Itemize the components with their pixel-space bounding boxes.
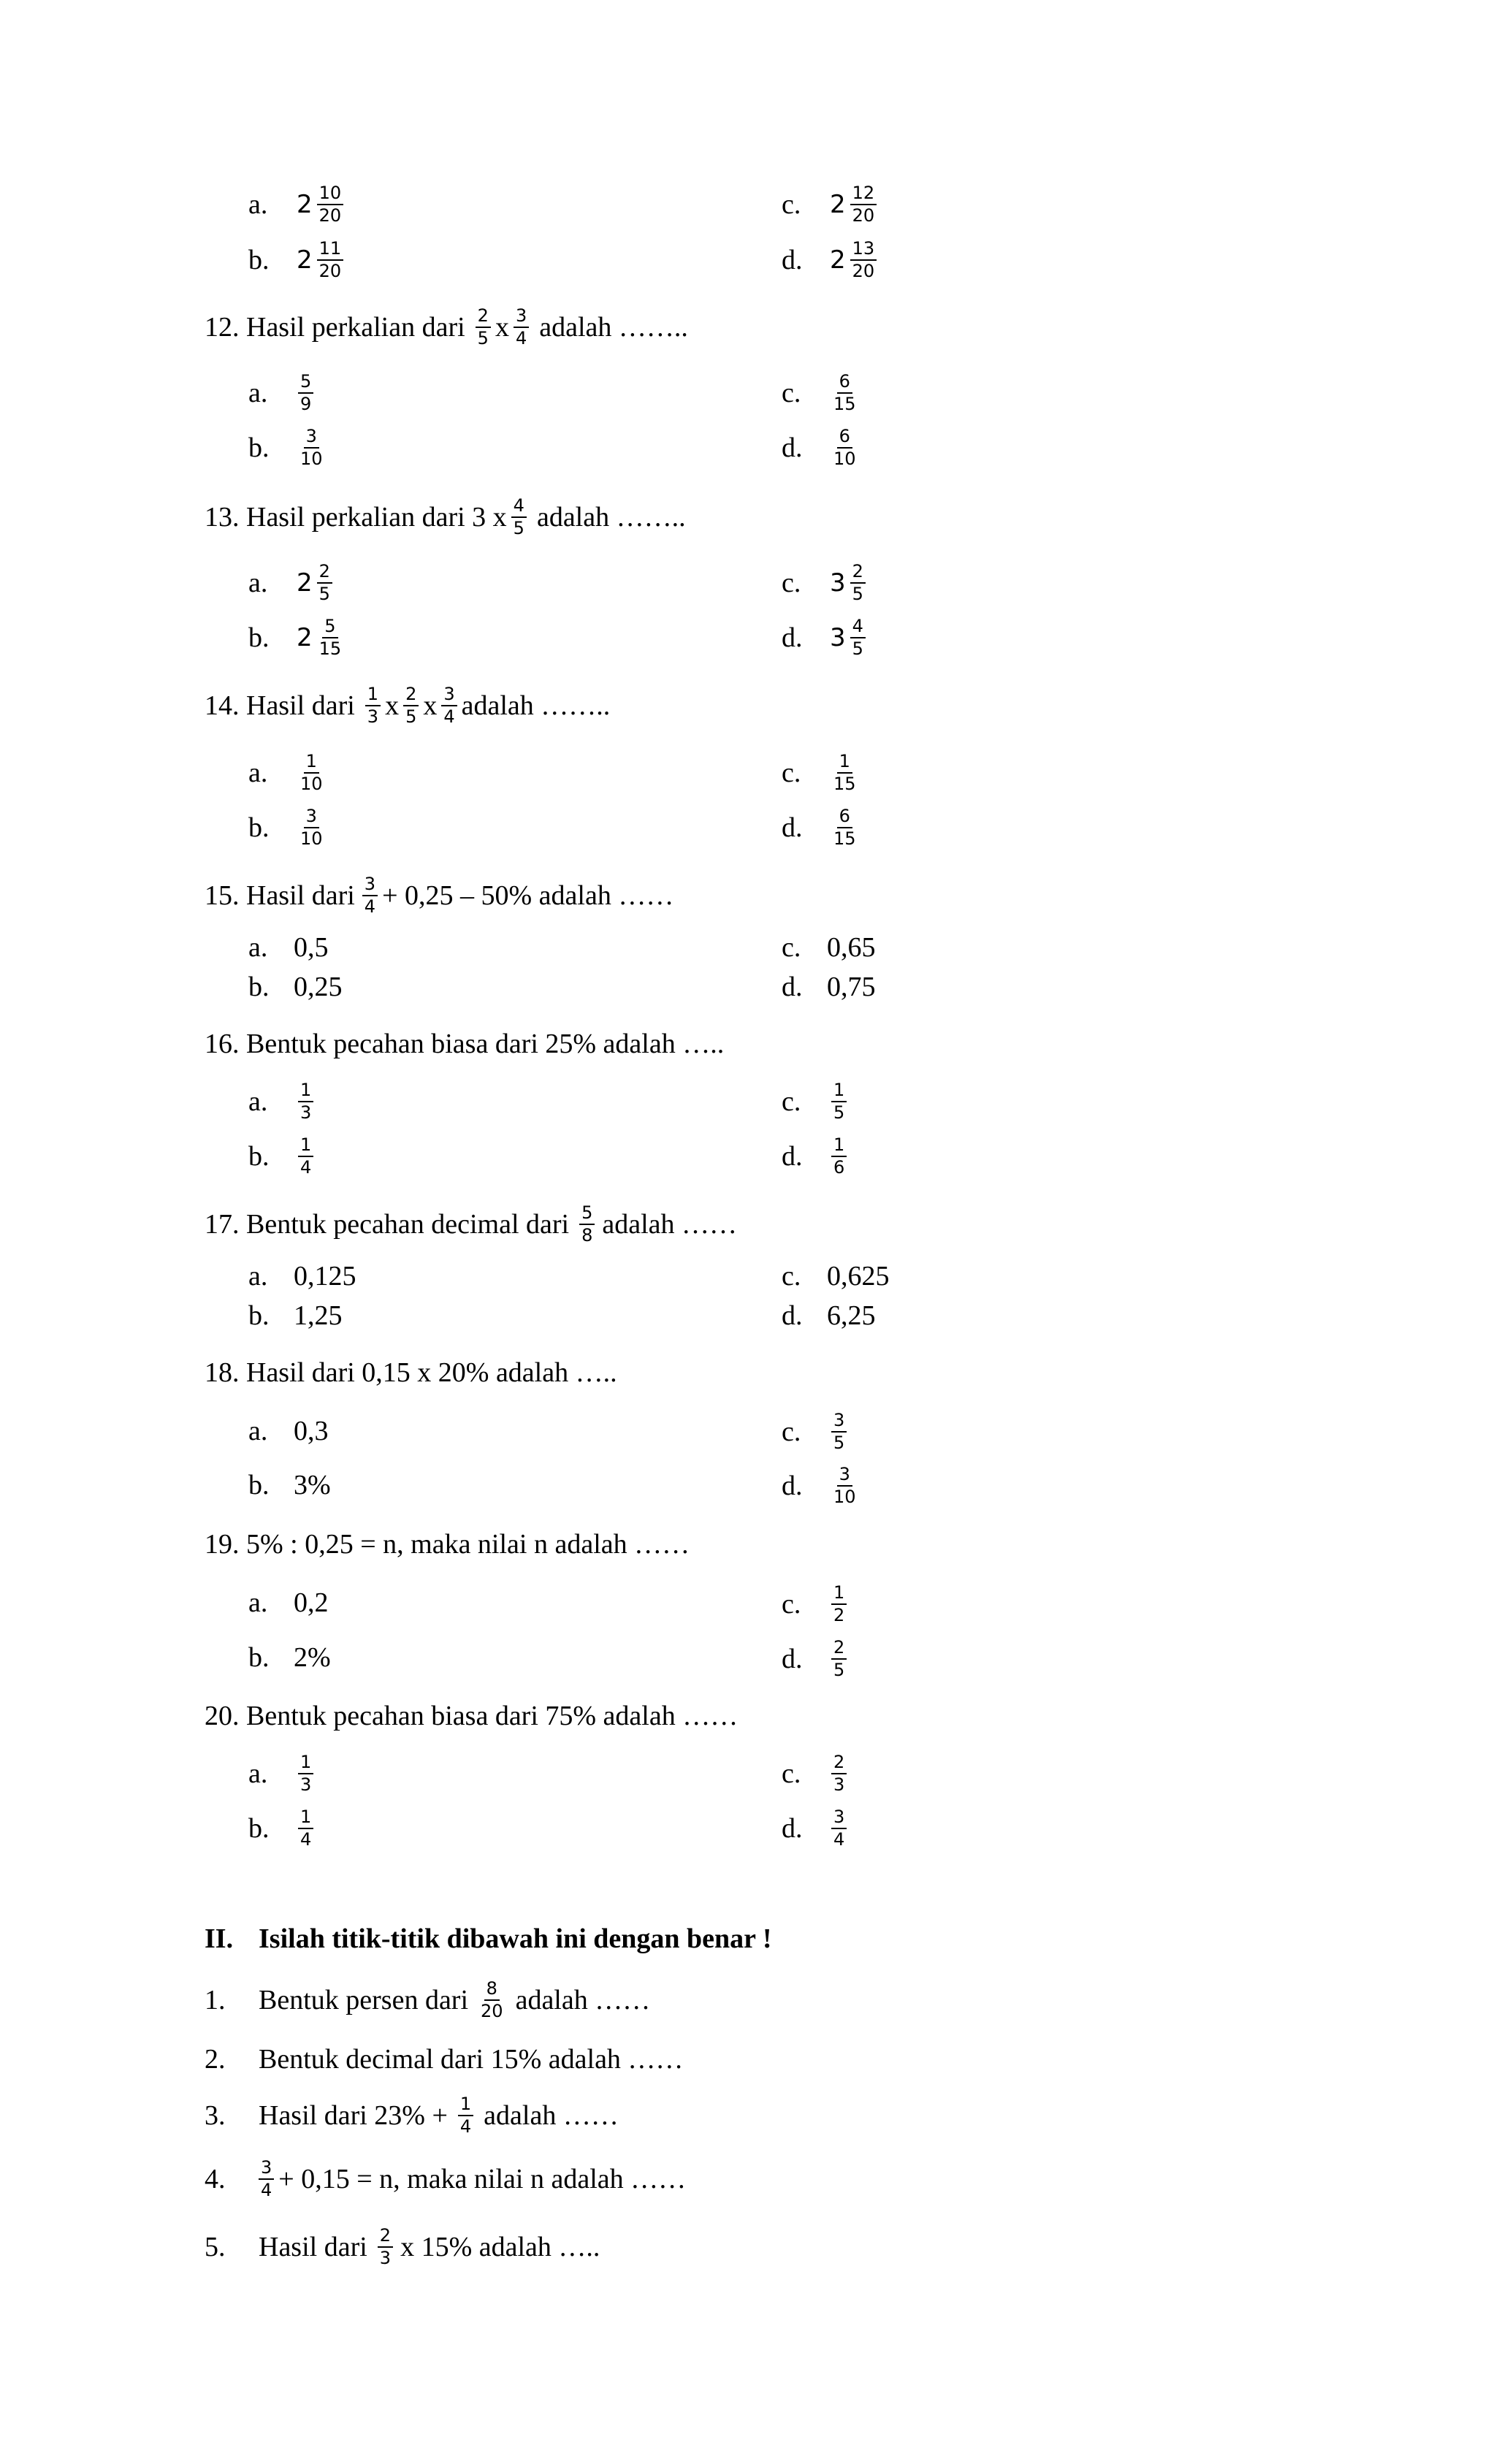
q12-option-a xyxy=(248,373,318,413)
question-text: 20. Bentuk pecahan biasa dari 75% adalah …… xyxy=(205,1701,739,1731)
q15-option-c xyxy=(782,934,876,961)
fraction: $\frac{1}{4}$ xyxy=(298,1808,313,1849)
fraction: $\frac{1}{10}$ xyxy=(300,751,323,795)
option-letter: a. xyxy=(248,568,268,599)
option-letter: b. xyxy=(248,972,270,1002)
option-letter: b. xyxy=(248,1470,270,1500)
q20-option-d xyxy=(782,1808,851,1849)
fraction: $\frac{2}{5}$ xyxy=(476,307,491,348)
q16-option-a xyxy=(248,1081,318,1122)
option-letter: c. xyxy=(782,378,801,409)
option-letter: d. xyxy=(782,1141,803,1172)
item-number: 2. xyxy=(205,2044,226,2075)
section-number: II. xyxy=(205,1923,234,1954)
fraction: $\frac{6}{10}$ xyxy=(833,426,856,470)
fill-item-1 xyxy=(205,1980,650,2021)
q13-option-d xyxy=(782,617,870,658)
fraction: $\frac{2}{3}$ xyxy=(831,1753,847,1794)
question-text: 15. Hasil dari xyxy=(205,880,355,912)
q15-option-b xyxy=(248,973,343,1001)
option-letter: c. xyxy=(782,1758,801,1790)
option-letter: c. xyxy=(782,568,801,599)
q14-option-a xyxy=(248,752,329,793)
q18-option-c xyxy=(782,1411,851,1452)
q20-option-a xyxy=(248,1753,318,1794)
option-letter: a. xyxy=(248,1261,268,1292)
fraction: $\frac{4}{5}$ xyxy=(850,617,866,658)
fill-item-3 xyxy=(205,2095,619,2136)
question-text: 12. Hasil perkalian dari xyxy=(205,312,465,343)
question-suffix: + 0,25 – 50% adalah …… xyxy=(382,880,674,912)
fraction: $\frac{3}{4}$ xyxy=(441,685,457,726)
mixed-whole: 2 xyxy=(830,190,846,220)
option-letter: a. xyxy=(248,1416,268,1446)
item-text: Bentuk persen dari xyxy=(259,1985,469,2016)
q11-option-d xyxy=(782,240,881,281)
q11-option-c xyxy=(782,184,881,225)
q16-option-b xyxy=(248,1136,318,1177)
item-number: 5. xyxy=(205,2232,226,2263)
q14-option-d xyxy=(782,807,863,848)
question-text: 18. Hasil dari 0,15 x 20% adalah ….. xyxy=(205,1357,617,1388)
option-letter: b. xyxy=(248,1813,270,1845)
item-suffix: adalah …… xyxy=(484,2100,619,2132)
question-18 xyxy=(205,1359,617,1387)
q12-option-c xyxy=(782,373,863,413)
question-text: 16. Bentuk pecahan biasa dari 25% adalah ….. xyxy=(205,1029,725,1059)
fraction: $\frac{1}{5}$ xyxy=(831,1081,847,1122)
question-text: 17. Bentuk pecahan decimal dari xyxy=(205,1209,570,1240)
option-letter: c. xyxy=(782,189,801,221)
section-2-heading xyxy=(205,1925,771,1953)
question-suffix: adalah …… xyxy=(602,1209,738,1240)
fraction: $\frac{5}{9}$ xyxy=(298,373,313,413)
fill-item-2 xyxy=(205,2045,683,2073)
option-letter: c. xyxy=(782,932,801,963)
question-12 xyxy=(205,307,688,348)
option-value: 6,25 xyxy=(827,1300,876,1331)
q14-option-b xyxy=(248,807,329,848)
question-20 xyxy=(205,1702,738,1730)
option-value: 0,25 xyxy=(294,972,343,1002)
option-letter: c. xyxy=(782,1416,801,1448)
option-letter: b. xyxy=(248,245,270,276)
fraction: $\frac{3}{10}$ xyxy=(300,806,323,850)
question-text: 13. Hasil perkalian dari 3 x xyxy=(205,502,507,533)
item-text: Hasil dari xyxy=(259,2232,367,2263)
option-letter: a. xyxy=(248,932,268,963)
fraction: $\frac{5}{15}$ xyxy=(318,616,342,660)
operator: x xyxy=(495,312,509,343)
option-value: 0,2 xyxy=(294,1587,329,1618)
option-letter: d. xyxy=(782,972,803,1002)
fraction: $\frac{2}{3}$ xyxy=(378,2227,393,2267)
fraction: $\frac{12}{20}$ xyxy=(850,184,877,225)
q11-option-b xyxy=(248,240,348,281)
option-letter: a. xyxy=(248,758,268,789)
q17-option-b xyxy=(248,1302,343,1330)
q11-option-a xyxy=(248,184,348,225)
fraction: $\frac{1}{3}$ xyxy=(298,1753,313,1794)
q13-option-b xyxy=(248,617,348,658)
fraction: $\frac{3}{5}$ xyxy=(831,1411,847,1452)
question-16 xyxy=(205,1030,724,1058)
fraction: $\frac{1}{2}$ xyxy=(831,1584,847,1625)
q18-option-d xyxy=(782,1465,863,1506)
option-letter: b. xyxy=(248,622,270,654)
fraction: $\frac{8}{20}$ xyxy=(481,1978,503,2022)
option-value: 0,5 xyxy=(294,932,329,963)
q19-option-b xyxy=(248,1644,331,1671)
option-value: 0,625 xyxy=(827,1261,890,1292)
fill-item-4 xyxy=(205,2159,686,2200)
item-number: 4. xyxy=(205,2164,226,2195)
option-letter: d. xyxy=(782,1471,803,1502)
mixed-whole: 2 xyxy=(297,190,313,220)
question-17 xyxy=(205,1204,737,1245)
option-letter: a. xyxy=(248,378,268,409)
option-letter: c. xyxy=(782,758,801,789)
option-letter: a. xyxy=(248,1758,268,1790)
question-15 xyxy=(205,875,673,916)
fraction: $\frac{3}{4}$ xyxy=(259,2159,274,2200)
q19-option-a xyxy=(248,1589,329,1617)
operator: x xyxy=(385,690,400,722)
fraction: $\frac{4}{5}$ xyxy=(511,497,527,538)
q19-option-c xyxy=(782,1584,851,1625)
item-text: Bentuk decimal dari 15% adalah …… xyxy=(259,2044,684,2075)
question-14 xyxy=(205,685,610,726)
option-letter: d. xyxy=(782,622,803,654)
item-suffix: x 15% adalah ….. xyxy=(400,2232,600,2263)
option-value: 2% xyxy=(294,1642,331,1673)
fraction: $\frac{3}{4}$ xyxy=(362,875,378,916)
question-13 xyxy=(205,497,686,538)
item-suffix: adalah …… xyxy=(515,1985,651,2016)
fraction: $\frac{5}{8}$ xyxy=(579,1204,595,1245)
q15-option-d xyxy=(782,973,876,1001)
item-number: 3. xyxy=(205,2100,226,2132)
question-19 xyxy=(205,1530,690,1558)
option-letter: b. xyxy=(248,432,270,464)
option-letter: d. xyxy=(782,1813,803,1845)
fraction: $\frac{13}{20}$ xyxy=(850,240,877,281)
option-letter: c. xyxy=(782,1261,801,1292)
option-letter: d. xyxy=(782,1644,803,1675)
option-letter: b. xyxy=(248,1642,270,1673)
option-letter: b. xyxy=(248,1141,270,1172)
option-value: 3% xyxy=(294,1470,331,1500)
option-letter: d. xyxy=(782,245,803,276)
fraction: $\frac{3}{10}$ xyxy=(300,426,323,470)
q19-option-d xyxy=(782,1639,851,1679)
option-value: 0,65 xyxy=(827,932,876,963)
item-number: 1. xyxy=(205,1985,226,2016)
q17-option-a xyxy=(248,1262,356,1290)
fraction: $\frac{2}{5}$ xyxy=(317,562,332,603)
q20-option-b xyxy=(248,1808,318,1849)
option-value: 0,3 xyxy=(294,1416,329,1446)
fraction: $\frac{11}{20}$ xyxy=(317,240,344,281)
operator: x xyxy=(423,690,438,722)
option-value: 0,75 xyxy=(827,972,876,1002)
fraction: $\frac{3}{10}$ xyxy=(833,1464,856,1508)
question-suffix: adalah …….. xyxy=(539,312,688,343)
option-letter: d. xyxy=(782,1300,803,1331)
fraction: $\frac{1}{15}$ xyxy=(833,751,856,795)
q16-option-d xyxy=(782,1136,851,1177)
fraction: $\frac{2}{5}$ xyxy=(403,685,419,726)
option-letter: d. xyxy=(782,432,803,464)
fraction: $\frac{3}{4}$ xyxy=(831,1808,847,1849)
q20-option-c xyxy=(782,1753,851,1794)
q17-option-d xyxy=(782,1302,876,1330)
q13-option-a xyxy=(248,562,337,603)
mixed-whole: 3 xyxy=(830,568,846,598)
option-letter: d. xyxy=(782,812,803,844)
fraction: $\frac{1}{4}$ xyxy=(298,1136,313,1177)
option-letter: a. xyxy=(248,189,268,221)
fill-item-5 xyxy=(205,2227,600,2267)
fraction: $\frac{1}{6}$ xyxy=(831,1136,847,1177)
q12-option-d xyxy=(782,427,863,468)
fraction: $\frac{6}{15}$ xyxy=(833,371,856,415)
section-title: Isilah titik-titik dibawah ini dengan benar ! xyxy=(259,1923,772,1954)
q17-option-c xyxy=(782,1262,890,1290)
fraction: $\frac{2}{5}$ xyxy=(831,1639,847,1679)
option-letter: b. xyxy=(248,812,270,844)
fraction: $\frac{6}{15}$ xyxy=(833,806,856,850)
fraction: $\frac{2}{5}$ xyxy=(850,562,866,603)
mixed-whole: 3 xyxy=(830,623,846,653)
mixed-whole: 2 xyxy=(830,245,846,275)
option-letter: c. xyxy=(782,1086,801,1118)
question-text: 19. 5% : 0,25 = n, maka nilai n adalah …… xyxy=(205,1529,690,1560)
fraction: $\frac{10}{20}$ xyxy=(317,184,344,225)
mixed-whole: 2 xyxy=(297,623,313,653)
mixed-whole: 2 xyxy=(297,568,313,598)
q13-option-c xyxy=(782,562,870,603)
q15-option-a xyxy=(248,934,329,961)
item-text: Hasil dari 23% + xyxy=(259,2100,448,2132)
option-letter: b. xyxy=(248,1300,270,1331)
q16-option-c xyxy=(782,1081,851,1122)
question-text: 14. Hasil dari xyxy=(205,690,355,722)
option-letter: c. xyxy=(782,1589,801,1620)
option-value: 1,25 xyxy=(294,1300,343,1331)
fraction: $\frac{1}{4}$ xyxy=(458,2095,473,2136)
fraction: $\frac{3}{4}$ xyxy=(514,307,529,348)
mixed-whole: 2 xyxy=(297,245,313,275)
q12-option-b xyxy=(248,427,329,468)
option-letter: a. xyxy=(248,1587,268,1618)
q18-option-a xyxy=(248,1417,329,1445)
question-suffix: adalah …….. xyxy=(536,502,686,533)
option-letter: a. xyxy=(248,1086,268,1118)
q18-option-b xyxy=(248,1471,331,1499)
question-suffix: adalah …….. xyxy=(461,690,611,722)
option-value: 0,125 xyxy=(294,1261,356,1292)
item-suffix: + 0,15 = n, maka nilai n adalah …… xyxy=(278,2164,687,2195)
q14-option-c xyxy=(782,752,863,793)
fraction: $\frac{1}{3}$ xyxy=(365,685,381,726)
fraction: $\frac{1}{3}$ xyxy=(298,1081,313,1122)
